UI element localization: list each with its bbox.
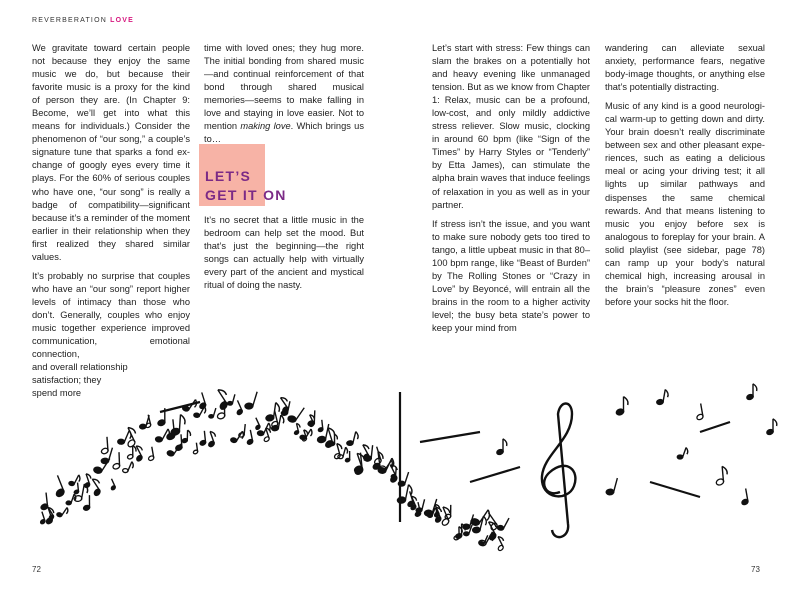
page-number-right: 73	[751, 565, 760, 574]
music-note-icon	[67, 472, 81, 488]
music-note-icon	[676, 446, 689, 462]
ragged-line: and overall relationship	[32, 362, 128, 373]
music-note-icon	[49, 475, 67, 499]
music-note-icon	[317, 420, 324, 433]
beam-line	[650, 482, 700, 497]
music-note-icon	[656, 388, 669, 406]
music-note-icon	[121, 459, 134, 475]
music-note-icon	[615, 397, 628, 416]
music-note-icon	[227, 393, 236, 407]
music-note-icon	[86, 477, 105, 497]
music-note-icon	[251, 417, 261, 430]
beam-line	[470, 467, 520, 482]
music-note-icon	[100, 437, 110, 455]
paragraph: wandering can alleviate sexual anxiety, performance fears, negative body-image thoughts, or anything else that’s potentially distracting.	[605, 43, 765, 93]
music-note-icon	[265, 401, 281, 423]
music-note-icon	[694, 403, 705, 421]
music-note-icon	[208, 407, 217, 420]
music-note-icon	[346, 430, 360, 448]
music-note-icon	[238, 423, 246, 438]
running-head-title: REVERBERATION	[32, 17, 107, 24]
music-note-icon	[397, 470, 410, 488]
music-note-icon	[714, 466, 728, 486]
beam-line	[700, 422, 730, 432]
music-note-icon	[65, 492, 77, 507]
paragraph: We gravitate toward certain people not because they enjoy the same music we do, but because their favorite music is a proxy for the kind of person they are. (In Chapter 9: Become, we’ll get into what this means for individuals.) Consider the phenomenon of “our song,” a couple’s signature tune that sparks a fond exchange of googly eyes every time it plays. For the 60% of serious couples who have one, “our song” is really a badge of compatibility—significant because it’s a reminder of the moment earlier in their relationship when they first realized they shared similar values.	[32, 43, 190, 262]
running-head-accent: LOVE	[110, 17, 134, 24]
music-note-icon	[292, 423, 302, 436]
music-note-icon	[243, 389, 258, 411]
paragraph: time with loved ones; they hug more. The initial bonding from shared music—and continual reinforcement of that bond through shared musical memories—seems to make falling in love and staying in love easier. Not to mention making love. Which brings us to…	[204, 43, 364, 145]
right-column-2	[605, 42, 765, 315]
music-notes-wave-icon	[0, 372, 792, 558]
music-note-icon	[81, 473, 94, 489]
music-note-icon	[244, 430, 254, 446]
music-note-icon	[232, 400, 244, 416]
paragraph: It’s probably no surprise that couples who have an “our song” report higher levels of intimacy than those who don’t. Generally, couples who enjoy music together experience improved communication, emotional connection, and overall relationship satisfaction; they spend more	[32, 270, 190, 400]
ragged-line: satisfaction; they	[32, 375, 102, 386]
music-note-icon	[55, 504, 69, 519]
music-note-icon	[192, 443, 199, 455]
beam-line	[420, 432, 480, 442]
running-head	[32, 17, 134, 24]
ragged-line: spend more	[32, 388, 82, 399]
music-note-icon	[91, 454, 110, 477]
music-note-icon	[204, 430, 219, 448]
music-note-icon	[83, 495, 91, 511]
music-note-icon	[39, 492, 49, 510]
music-note-icon	[198, 431, 206, 446]
paragraph: It’s no secret that a little music in the bedroom can help set the mood. But that’s just the beginning—the right songs can actually help with virtually every part of the ancient and mystical ritual of doing the nasty.	[204, 215, 364, 291]
music-note-icon	[182, 430, 191, 444]
paragraph: Music of any kind is a good neurological warm-up to getting down and dirty. Your brain doesn’t really discriminate between sex and other pleasant experiences, such as eating a delicious meal or acing your driving test; it all lights up similar pathways and dispenses the same chemical rewards. And that means listening to music you enjoy before sex is analogous to foreplay for your brain. A solid playlist (see sidebar, page 78) can ramp up your body’s natural chemical high, increasing arousal in the brain’s “pleasure zones” even before your socks hit the floor.	[605, 101, 765, 307]
page-number-left: 72	[32, 565, 41, 574]
section-heading: LET’S GET IT ON	[205, 168, 287, 203]
music-note-icon	[766, 419, 777, 436]
music-note-icon	[605, 476, 619, 497]
left-column-2	[204, 42, 364, 152]
music-note-icon	[174, 434, 183, 451]
beam-line	[160, 402, 200, 412]
music-note-icon	[170, 414, 186, 437]
left-column-1	[32, 42, 190, 406]
music-note-icon	[112, 452, 121, 470]
paragraph: If stress isn’t the issue, and you want to make sure nobody gets too tired to tango, a little upbeat music in that 80–100 bpm range, like “Beast of Burden” by The Rolling Stones or “Crazy in Love” by Beyoncé, will entrain all the brains in the room to a higher activity level; the busy beta state’s power to keep your mind from	[432, 218, 590, 333]
music-note-icon	[37, 511, 46, 525]
music-note-icon	[146, 447, 155, 462]
right-column-1	[432, 42, 590, 341]
left-column-2-body	[204, 214, 364, 298]
music-note-icon	[211, 387, 233, 411]
music-note-icon	[739, 488, 750, 506]
music-note-icon	[746, 384, 757, 401]
music-note-icon	[496, 439, 507, 456]
music-note-icon	[116, 428, 133, 448]
paragraph: Let’s start with stress: Few things can slam the brakes on a potentially hot and heavy evening like unmanaged tension. But as we know from Chapter 1: Relax, music can be a profound, low-cost, and only mildly addictive stress reliever. Slow music, clocking in around 60 bpm (like “Sign of the Times” by Harry Styles or “Tenderly” by Etta James), can stimulate the alpha brain waves that induce feelings of relaxation in you as well as in your partner.	[432, 43, 590, 210]
music-note-icon	[107, 478, 117, 491]
music-note-icon	[496, 515, 510, 532]
treble-clef-icon	[542, 404, 576, 538]
